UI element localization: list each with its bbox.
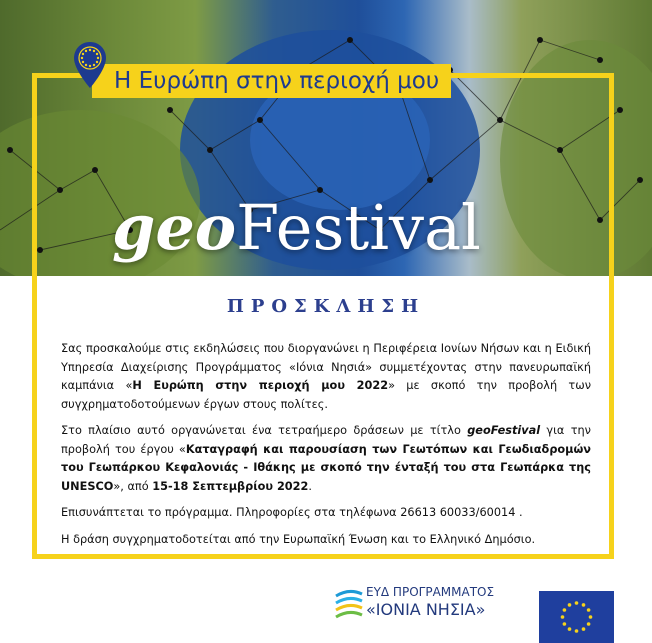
invitation-body	[61, 340, 591, 557]
geofestival-title	[112, 186, 481, 270]
paragraph-3: Επισυνάπτεται το πρόγραμμα. Πληροφορίες στα τηλέφωνα 26613 60033/60014 .	[61, 506, 523, 519]
p1-text-a: Σας προσκαλούμε στις εκδηλώσεις που διοργανώνει η Περιφέρεια Ιονίων Νήσων και η Ειδική Υπηρεσία Διαχείρισης Προγράμματος «Ιόνια Νησιά» συμμετέχοντας στην πανευρωπαϊκή καμπάνια «	[61, 342, 591, 392]
title-geo: geo	[112, 191, 237, 264]
p2-text-a: Στο πλαίσιο αυτό οργανώνεται ένα τετραήμερο δράσεων με τίτλο	[61, 424, 468, 437]
p2-dates: 15-18 Σεπτεμβρίου 2022	[152, 479, 309, 493]
invitation-heading: ΠΡΟΣΚΛΗΣΗ	[226, 296, 426, 317]
paragraph-4: Η δράση συγχρηματοδοτείται από την Ευρωπαϊκή Ένωση και το Ελληνικό Δημόσιο.	[61, 532, 536, 546]
location-pin-icon	[72, 40, 108, 90]
paragraph-2	[61, 422, 591, 496]
title-festival: Festival	[236, 191, 481, 264]
paragraph-1	[61, 340, 591, 414]
p2-project-title: Καταγραφή και παρουσίαση των Γεωτόπων και Γεωδιαδρομών του Γεωπάρκου Κεφαλονιάς - Ιθάκης με σκοπό την ένταξή του στα Γεωπάρκα της UNESCO	[61, 442, 591, 493]
p2-text-e: », από	[113, 479, 153, 493]
p2-text-c: για την προβολή του έργου «	[61, 424, 591, 456]
eu-flag-icon	[539, 591, 614, 643]
campaign-banner: Η Ευρώπη στην περιοχή μου	[92, 64, 451, 98]
p1-campaign-name: Η Ευρώπη στην περιοχή μου 2022	[132, 379, 389, 392]
p2-text-g: .	[308, 479, 312, 493]
ionian-islands-logo-icon	[334, 586, 364, 626]
program-line-1: ΕΥΔ ΠΡΟΓΡΑΜΜΑΤΟΣ	[366, 585, 495, 599]
program-line-2: «ΙΟΝΙΑ ΝΗΣΙΑ»	[366, 600, 486, 619]
p1-text-c: » με σκοπό την προβολή των συγχρηματοδοτούμενων έργων στους πολίτες.	[61, 379, 592, 411]
p2-geofestival: geoFestival	[467, 424, 541, 437]
